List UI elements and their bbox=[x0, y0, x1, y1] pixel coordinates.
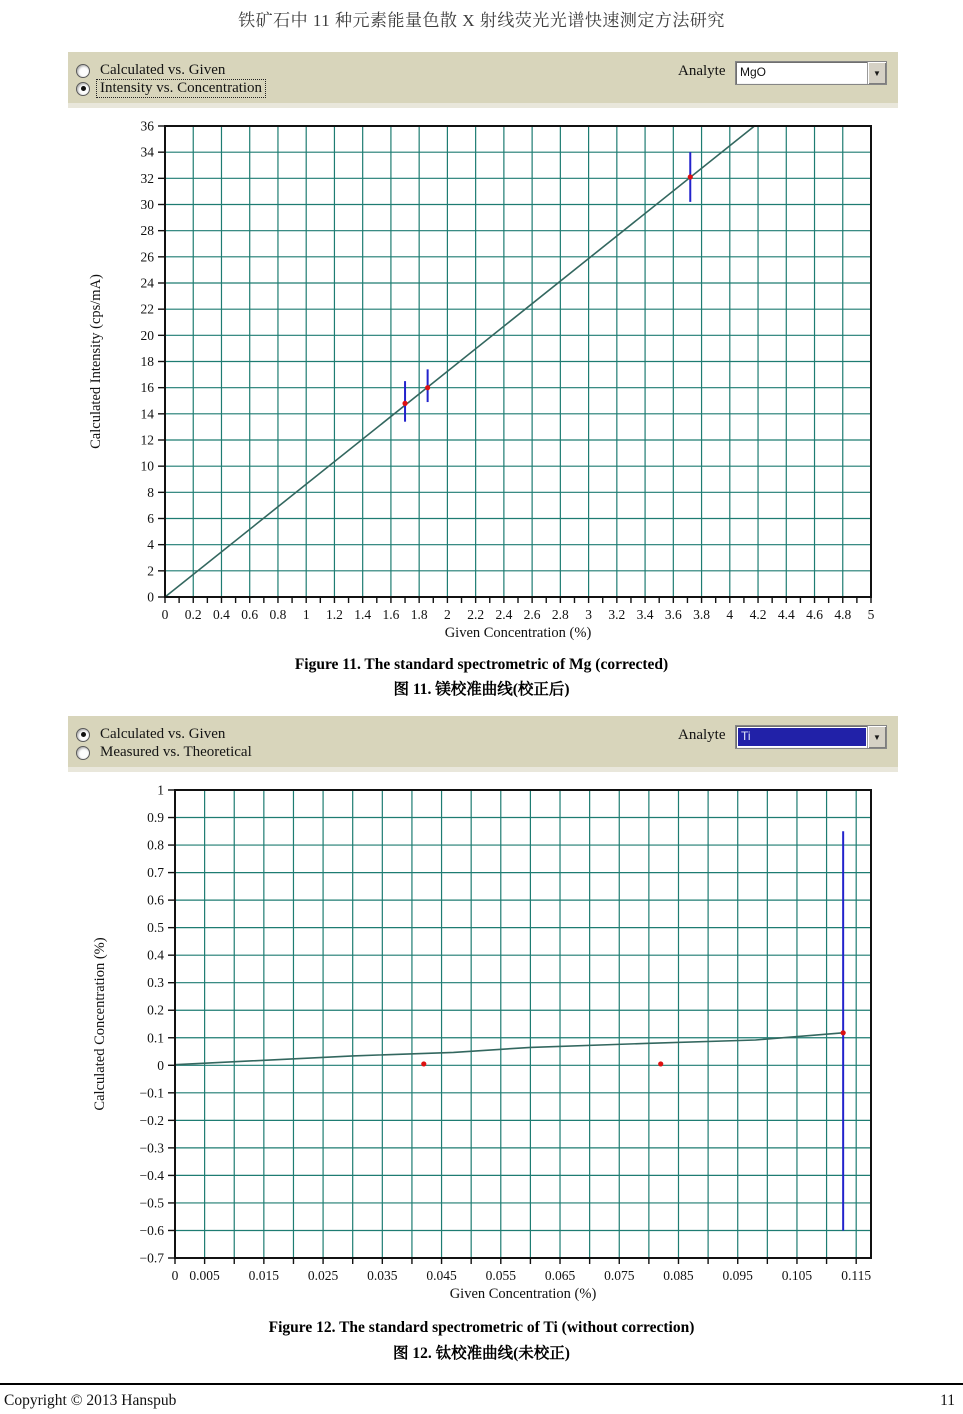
svg-text:4: 4 bbox=[147, 537, 154, 553]
svg-text:3.8: 3.8 bbox=[693, 607, 710, 622]
svg-text:−0.4: −0.4 bbox=[139, 1167, 164, 1183]
radio-intensity-vs-concentration[interactable] bbox=[76, 80, 265, 97]
svg-text:2: 2 bbox=[444, 607, 451, 622]
paper-title: 铁矿石中 11 种元素能量色散 X 射线荧光光谱快速测定方法研究 bbox=[238, 11, 725, 30]
svg-text:0.105: 0.105 bbox=[781, 1268, 813, 1283]
svg-text:1.4: 1.4 bbox=[354, 607, 372, 622]
radio-button-icon[interactable] bbox=[76, 82, 90, 96]
svg-text:8: 8 bbox=[147, 484, 154, 500]
svg-text:2.6: 2.6 bbox=[523, 607, 541, 622]
svg-text:26: 26 bbox=[140, 249, 154, 265]
svg-text:0: 0 bbox=[161, 607, 169, 622]
svg-text:10: 10 bbox=[140, 458, 154, 474]
svg-text:24: 24 bbox=[140, 275, 154, 291]
svg-text:3.2: 3.2 bbox=[608, 607, 626, 622]
radio-label: Calculated vs. Given bbox=[100, 726, 226, 742]
svg-text:1.8: 1.8 bbox=[410, 607, 428, 622]
svg-text:2: 2 bbox=[147, 563, 154, 579]
ti-calibration-chart bbox=[80, 778, 880, 1313]
analyte-selected-value: MgO bbox=[740, 65, 767, 79]
svg-text:0.9: 0.9 bbox=[147, 810, 164, 826]
svg-text:12: 12 bbox=[140, 432, 154, 448]
svg-text:0.065: 0.065 bbox=[544, 1268, 576, 1283]
svg-text:32: 32 bbox=[140, 170, 154, 186]
svg-text:1.6: 1.6 bbox=[382, 607, 400, 622]
footer-copyright: Copyright © 2013 Hanspub bbox=[4, 1392, 177, 1409]
svg-text:0.095: 0.095 bbox=[722, 1268, 753, 1283]
svg-text:0.2: 0.2 bbox=[147, 1002, 164, 1018]
svg-text:0: 0 bbox=[171, 1268, 179, 1283]
svg-text:0.085: 0.085 bbox=[663, 1268, 694, 1283]
radio-measured-vs-theoretical[interactable] bbox=[76, 744, 255, 761]
svg-text:1: 1 bbox=[157, 782, 164, 798]
svg-text:−0.3: −0.3 bbox=[139, 1140, 164, 1156]
figure12-caption-en: Figure 12. The standard spectrometric of Ti (without correction) bbox=[268, 1319, 695, 1336]
svg-text:2.4: 2.4 bbox=[495, 607, 513, 622]
svg-text:0.3: 0.3 bbox=[147, 975, 164, 991]
svg-text:0.035: 0.035 bbox=[367, 1268, 398, 1283]
svg-text:2.2: 2.2 bbox=[467, 607, 485, 622]
footer-divider bbox=[0, 1383, 963, 1385]
radio-button-icon[interactable] bbox=[76, 746, 90, 760]
dropdown-arrow-button[interactable] bbox=[867, 62, 886, 84]
svg-text:4.2: 4.2 bbox=[749, 607, 767, 622]
footer-page-number: 11 bbox=[940, 1392, 955, 1409]
mg-calibration-chart bbox=[80, 114, 880, 656]
svg-text:36: 36 bbox=[140, 118, 154, 134]
svg-text:0.4: 0.4 bbox=[213, 607, 230, 622]
chevron-down-icon: ▼ bbox=[873, 68, 881, 78]
dropdown-arrow-button[interactable] bbox=[867, 726, 886, 748]
analyte-selected-value: Ti bbox=[738, 728, 866, 746]
analyte-dropdown[interactable] bbox=[735, 725, 887, 749]
svg-text:3: 3 bbox=[585, 607, 592, 622]
svg-text:0.075: 0.075 bbox=[604, 1268, 635, 1283]
radio-label: Calculated vs. Given bbox=[100, 62, 226, 78]
svg-text:1: 1 bbox=[302, 607, 310, 622]
figure11-caption-zh: 图 11. 镁校准曲线(校正后) bbox=[393, 681, 570, 698]
svg-text:5: 5 bbox=[867, 607, 875, 622]
svg-text:4.4: 4.4 bbox=[777, 607, 795, 622]
svg-text:0.115: 0.115 bbox=[841, 1268, 872, 1283]
svg-text:3.6: 3.6 bbox=[664, 607, 682, 622]
svg-text:1.2: 1.2 bbox=[326, 607, 343, 622]
chevron-down-icon: ▼ bbox=[873, 732, 881, 742]
svg-text:0.8: 0.8 bbox=[147, 837, 164, 853]
svg-text:0.6: 0.6 bbox=[241, 607, 259, 622]
svg-text:0.6: 0.6 bbox=[147, 892, 164, 908]
panel-bottom-strip bbox=[68, 767, 898, 772]
svg-text:−0.2: −0.2 bbox=[139, 1112, 164, 1128]
panel-bottom-strip bbox=[68, 103, 898, 108]
radio-calculated-vs-given[interactable] bbox=[76, 62, 228, 79]
figure12-caption-zh: 图 12. 钛校准曲线(未校正) bbox=[393, 1345, 570, 1362]
svg-text:0.8: 0.8 bbox=[269, 607, 287, 622]
svg-text:0.055: 0.055 bbox=[485, 1268, 516, 1283]
svg-text:0.7: 0.7 bbox=[147, 865, 164, 881]
svg-text:2.8: 2.8 bbox=[551, 607, 569, 622]
radio-label: Intensity vs. Concentration bbox=[97, 80, 265, 97]
svg-text:−0.7: −0.7 bbox=[139, 1250, 164, 1266]
svg-text:4: 4 bbox=[726, 607, 734, 622]
svg-text:−0.1: −0.1 bbox=[139, 1085, 164, 1101]
svg-text:14: 14 bbox=[140, 406, 154, 422]
svg-text:0.4: 0.4 bbox=[147, 947, 164, 963]
svg-text:0.005: 0.005 bbox=[189, 1268, 220, 1283]
control-panel-ti bbox=[68, 716, 898, 767]
svg-text:0.045: 0.045 bbox=[426, 1268, 457, 1283]
svg-text:16: 16 bbox=[140, 380, 154, 396]
svg-text:22: 22 bbox=[140, 301, 154, 317]
svg-text:30: 30 bbox=[140, 197, 154, 212]
svg-text:34: 34 bbox=[140, 144, 154, 160]
svg-text:0.025: 0.025 bbox=[307, 1268, 339, 1283]
svg-text:Given Concentration (%): Given Concentration (%) bbox=[444, 625, 592, 641]
svg-text:0: 0 bbox=[147, 589, 154, 605]
svg-text:Calculated Intensity (cps/mA): Calculated Intensity (cps/mA) bbox=[88, 274, 104, 449]
control-panel-mg bbox=[68, 52, 898, 103]
svg-text:4.6: 4.6 bbox=[806, 607, 823, 622]
svg-text:20: 20 bbox=[140, 327, 154, 343]
radio-calculated-vs-given[interactable] bbox=[76, 726, 228, 743]
radio-button-icon[interactable] bbox=[76, 728, 90, 742]
svg-text:0.1: 0.1 bbox=[147, 1030, 164, 1046]
radio-button-icon[interactable] bbox=[76, 64, 90, 78]
svg-text:6: 6 bbox=[147, 511, 154, 526]
figure11-caption-en: Figure 11. The standard spectrometric of Mg (corrected) bbox=[294, 656, 669, 673]
analyte-dropdown[interactable] bbox=[735, 61, 887, 85]
svg-text:3.4: 3.4 bbox=[636, 607, 654, 622]
analyte-label: Analyte bbox=[678, 63, 726, 79]
analyte-label: Analyte bbox=[678, 727, 726, 743]
svg-text:18: 18 bbox=[140, 354, 154, 369]
svg-text:Given Concentration (%): Given Concentration (%) bbox=[449, 1286, 597, 1302]
svg-text:4.8: 4.8 bbox=[834, 607, 852, 622]
svg-text:−0.6: −0.6 bbox=[139, 1222, 164, 1238]
svg-text:Calculated Concentration (%): Calculated Concentration (%) bbox=[92, 937, 108, 1111]
svg-text:0.5: 0.5 bbox=[147, 920, 164, 936]
radio-label: Measured vs. Theoretical bbox=[100, 744, 252, 760]
svg-text:0.015: 0.015 bbox=[248, 1268, 280, 1283]
svg-text:28: 28 bbox=[140, 223, 154, 239]
svg-text:−0.5: −0.5 bbox=[139, 1195, 164, 1211]
svg-text:0: 0 bbox=[157, 1057, 164, 1073]
svg-text:0.2: 0.2 bbox=[184, 607, 202, 622]
